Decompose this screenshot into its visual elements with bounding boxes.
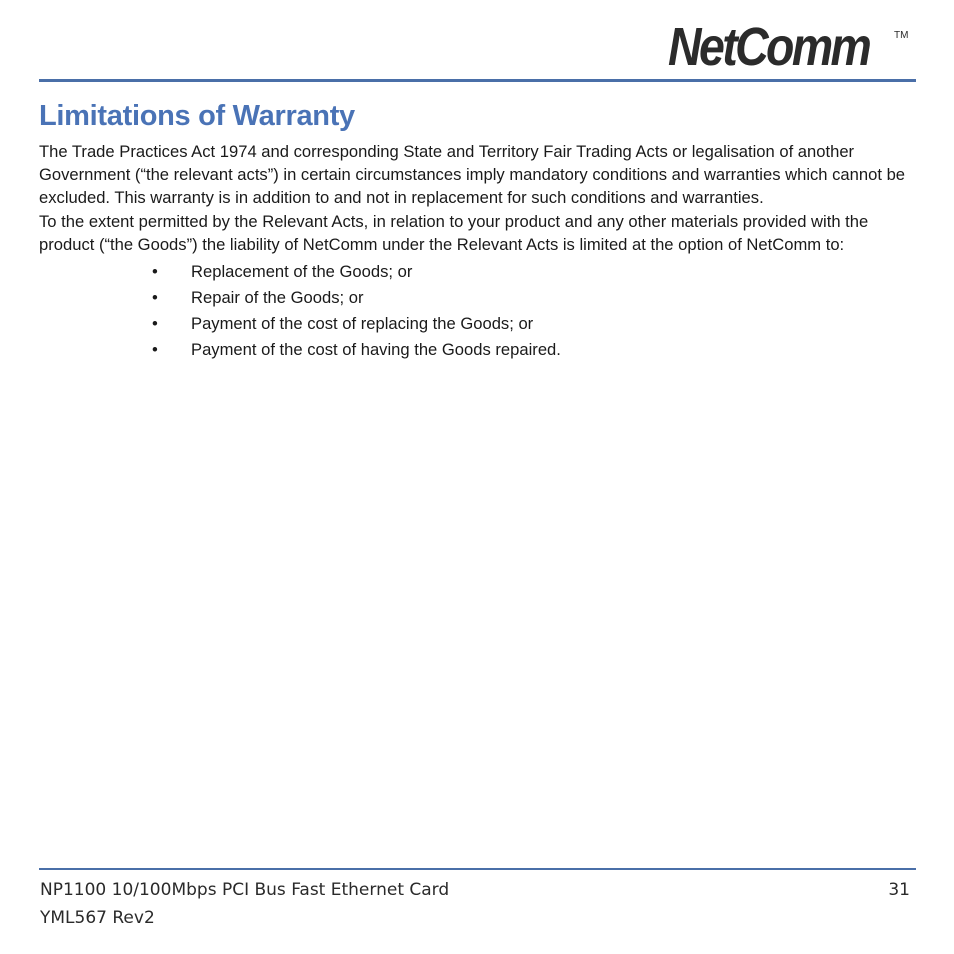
page-number: 31 (888, 880, 910, 900)
bullet-icon: • (152, 262, 158, 282)
list-item (39, 285, 915, 311)
header-divider (39, 79, 916, 82)
bullet-icon: • (152, 288, 158, 308)
logo-wordmark: NetComm (668, 17, 870, 77)
bullet-icon: • (152, 340, 158, 360)
trademark-symbol: TM (894, 30, 909, 41)
page-footer (40, 876, 910, 932)
list-item-text: Payment of the cost of having the Goods repaired. (191, 340, 561, 360)
paragraph-liability: To the extent permitted by the Relevant Acts, in relation to your product and any other materials provided with the product (“the Goods”) the liability of NetComm under the Relevant Acts is limited at the option of NetComm to: (39, 211, 869, 254)
footer-product-name: NP1100 10/100Mbps PCI Bus Fast Ethernet Card (40, 880, 450, 900)
remedy-list (39, 259, 915, 363)
paragraph-trade-practices: The Trade Practices Act 1974 and corresponding State and Territory Fair Trading Acts or legalisation of another Government (“the relevant acts”) in certain circumstances imply mandatory conditions and warranties which cannot be excluded. This warranty is in addition to and not in replacement for such conditions and warranties. (39, 142, 906, 207)
list-item-text: Replacement of the Goods; or (191, 262, 413, 282)
list-item (39, 311, 915, 337)
page-title: Limitations of Warranty (39, 100, 355, 132)
list-item (39, 337, 915, 363)
list-item (39, 259, 915, 285)
document-body (39, 141, 915, 363)
list-item-text: Repair of the Goods; or (191, 288, 364, 308)
bullet-icon: • (152, 314, 158, 334)
footer-divider (39, 868, 916, 870)
footer-doc-code: YML567 Rev2 (40, 908, 155, 928)
netcomm-logo (668, 18, 916, 76)
list-item-text: Payment of the cost of replacing the Goods; or (191, 314, 534, 334)
